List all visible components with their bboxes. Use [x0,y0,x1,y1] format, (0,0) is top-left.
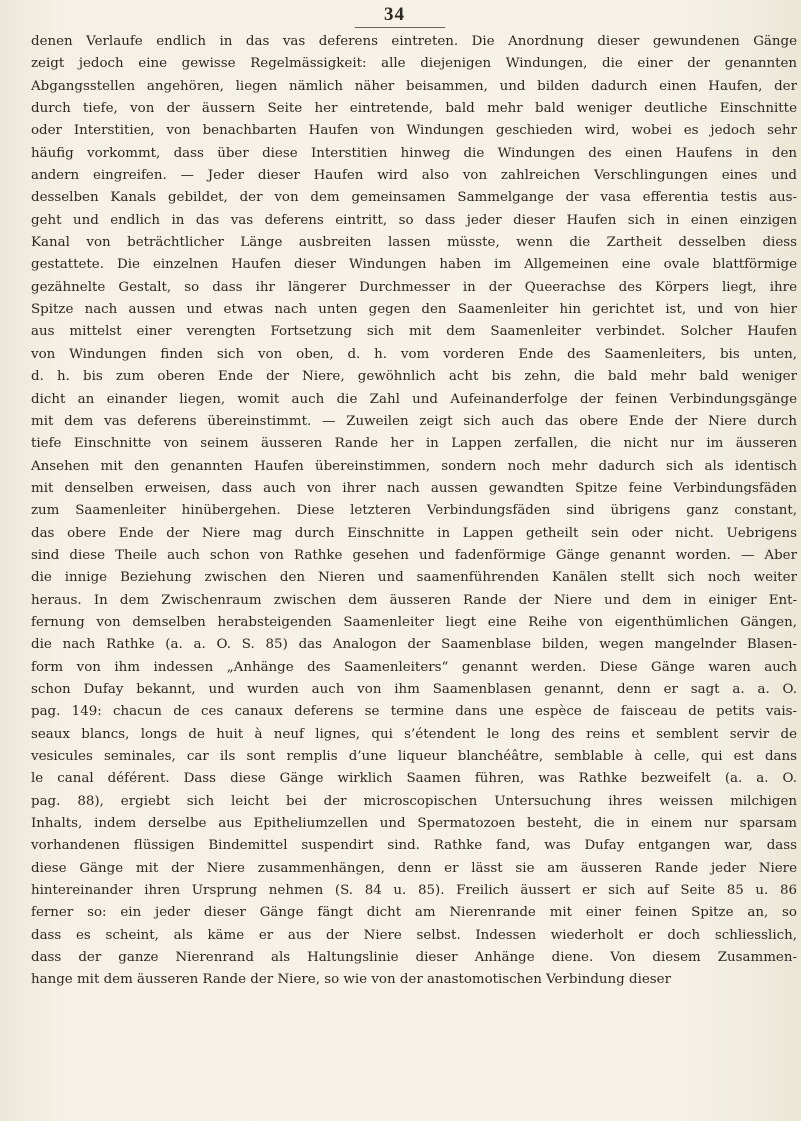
text-line: durch tiefe, von der äussern Seite her eintretende, bald mehr bald weniger deutliche Einschnitte [31,101,797,117]
text-line: zum Saamenleiter hinübergehen. Diese letzteren Verbindungsfäden sind übrigens ganz constant, [31,503,797,519]
text-line: dass der ganze Nierenrand als Haltungslinie dieser Anhänge diene. Von diesem Zusammen- [31,950,797,966]
text-line: pag. 88), ergiebt sich leicht bei der microscopischen Untersuchung ihres weissen milchigen [31,793,797,809]
text-line: form von ihm indessen „Anhänge des Saamenleiters“ genannt werden. Diese Gänge waren auch [31,659,797,675]
text-line: Abgangsstellen angehören, liegen nämlich näher beisammen, und bilden dadurch einen Haufen, der [31,78,797,94]
text-line: Spitze nach aussen und etwas nach unten gegen den Saamenleiter hin gerichtet ist, und von hier [31,302,797,318]
text-line: mit denselben erweisen, dass auch von ihrer nach aussen gewandten Spitze feine Verbindungsfäden [31,480,797,496]
text-line: andern eingreifen. — Jeder dieser Haufen wird also von zahlreichen Verschlingungen eines und [31,168,797,184]
text-line: vorhandenen flüssigen Bindemittel suspendirt sind. Rathke fand, was Dufay entgangen war, dass [31,838,797,854]
body-text [31,31,797,992]
text-line: mit dem vas deferens übereinstimmt. — Zuweilen zeigt sich auch das obere Ende der Niere durch [31,413,797,429]
text-line: häufig vorkommt, dass über diese Interstitien hinweg die Windungen des einen Haufens in den [31,145,797,161]
text-line: denen Verlaufe endlich in das vas deferens eintreten. Die Anordnung dieser gewundenen Gänge [31,34,797,49]
text-line: heraus. In dem Zwischenraum zwischen dem äusseren Rande der Niere und dem in einiger Ent- [31,592,797,608]
text-line: aus mittelst einer verengten Fortsetzung sich mit dem Saamenleiter verbindet. Solcher Haufen [31,324,797,340]
text-line: tiefe Einschnitte von seinem äusseren Rande her in Lappen zerfallen, die nicht nur im äusseren [31,436,797,452]
text-line: schon Dufay bekannt, und wurden auch von ihm Saamenblasen genannt, denn er sagt a. a. O. [31,681,797,697]
text-line: hange mit dem äusseren Rande der Niere, so wie von der anastomotischen Verbindung dieser [31,972,671,988]
text-line: vesicules seminales, car ils sont remplis d’une liqueur blanchéâtre, semblable à celle, qui est dans [31,749,797,764]
text-line: die nach Rathke (a. a. O. S. 85) das Analogon der Saamenblase bilden, wegen mangelnder Blasen- [31,637,797,653]
text-line: pag. 149: chacun de ces canaux deferens se termine dans une espèce de faisceau de petits vais- [31,704,797,720]
text-line: zeigt jedoch eine gewisse Regelmässigkeit: alle diejenigen Windungen, die einer der genannten [31,56,797,72]
text-line: le canal déférent. Dass diese Gänge wirklich Saamen führen, was Rathke bezweifelt (a. a. O. [31,771,797,787]
text-line: sind diese Theile auch schon von Rathke gesehen und fadenförmige Gänge genannt worden. — Aber [31,547,797,563]
text-line: seaux blancs, longs de huit à neuf lignes, qui s’étendent le long des reins et semblent servir de [31,726,797,742]
text-line: gestattete. Die einzelnen Haufen dieser Windungen haben im Allgemeinen eine ovale blattförmige [31,257,797,273]
text-line: dicht an einander liegen, womit auch die Zahl und Aufeinanderfolge der feinen Verbindungsgänge [31,391,797,407]
text-line: geht und endlich in das vas deferens eintritt, so dass jeder dieser Haufen sich in einen einzigen [31,212,797,228]
text-line: dass es scheint, als käme er aus der Niere selbst. Indessen wiederholt er doch schliesslich, [31,927,797,943]
text-line: desselben Kanals gebildet, der von dem gemeinsamen Sammelgange der vasa efferentia testis aus- [31,190,797,206]
text-line: oder Interstitien, von benachbarten Haufen von Windungen geschieden wird, wobei es jedoch sehr [31,123,797,139]
text-line: Ansehen mit den genannten Haufen übereinstimmen, sondern noch mehr dadurch sich als identisch [31,458,797,474]
page-number: 34 [384,4,405,25]
text-line: ferner so: ein jeder dieser Gänge fängt dicht am Nierenrande mit einer feinen Spitze an, so [31,905,797,921]
text-line: von Windungen finden sich von oben, d. h. vom vorderen Ende des Saamenleiters, bis unten, [31,346,797,362]
text-line: hintereinander ihren Ursprung nehmen (S. 84 u. 85). Freilich äussert er sich auf Seite 85 u. 86 [31,883,797,899]
text-line: Kanal von beträchtlicher Länge ausbreiten lassen müsste, wenn die Zartheit desselben diess [31,235,797,251]
text-line: d. h. bis zum oberen Ende der Niere, gewöhnlich acht bis zehn, die bald mehr bald weniger [31,369,797,385]
text-line: diese Gänge mit der Niere zusammenhängen, denn er lässt sie am äusseren Rande jeder Niere [31,860,797,876]
text-line: fernung von demselben herabsteigenden Saamenleiter liegt eine Reihe von eigenthümlichen Gängen, [31,614,797,630]
text-line: das obere Ende der Niere mag durch Einschnitte in Lappen getheilt sein oder nicht. Uebrigens [31,525,797,541]
text-line: gezähnelte Gestalt, so dass ihr längerer Durchmesser in der Queerachse des Körpers liegt, ihre [31,279,797,295]
header-rule [355,27,445,28]
text-line: die innige Beziehung zwischen den Nieren und saamenführenden Kanälen stellt sich noch weiter [31,570,797,586]
text-line: Inhalts, indem derselbe aus Epitheliumzellen und Spermatozoen besteht, die in einem nur sparsam [31,816,797,832]
